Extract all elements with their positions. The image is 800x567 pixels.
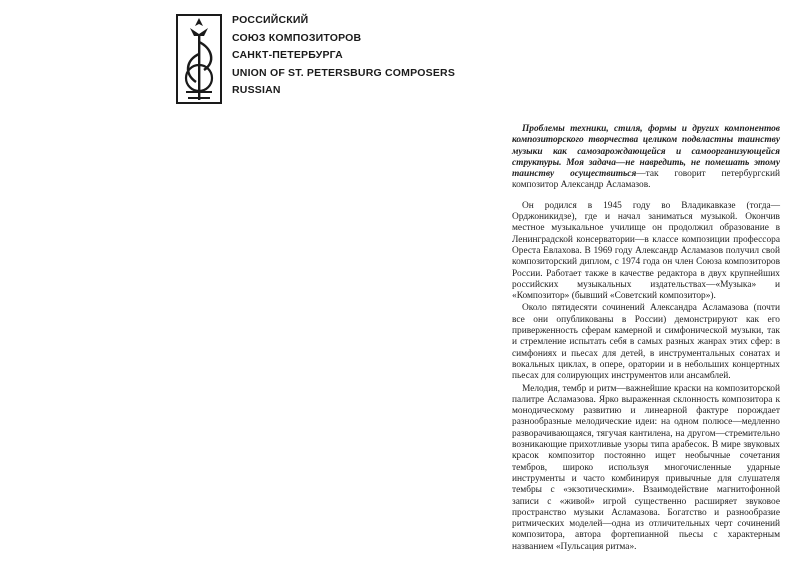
style-paragraph: Мелодия, тембр и ритм—важнейшие краски на композиторской палитре Асламазова. Ярко выраженная склонность композитора к монодическому развитию и линеарной фактуре порождает разнообразные мелодические идеи: на одном полюсе—медленно разворачивающаяся, тягучая кантилена, на другом—стремительно возникающие прихотливые узоры типа арабесок. В мире звуковых красок композитор постоянно ищет необычные сочетания тембров, широко используя многочисленные ударные инструменты и часто комбинируя привычные для слушателя тембры с «экзотическими». Взаимодействие магнитофонной записи с «живой» игрой существенно расширяет звуковое пространство музыки Асламазова. Богатство и разнообразие ритмических моделей—одна из отличительных черт сочинений композитора, автора фортепианной пьесы с характерным названием «Пульсация ритма». — [512, 383, 780, 552]
union-logo — [176, 14, 222, 104]
works-paragraph: Около пятидесяти сочинений Александра Асламазова (почти все они опубликованы в России) демонстрируют как его приверженность сферам камерной и симфонической музыки, так и стремление испытать себя в самых разных жанрах этих сфер: в симфониях и пьесах для детей, в инструментальных сонатах и вокальных циклах, в опере, оратории и в небольших концертных пьесах для солирующих инструментов или ансамблей. — [512, 303, 780, 382]
composer-union-emblem-icon — [176, 14, 222, 104]
header-line-english-country: RUSSIAN — [232, 84, 281, 96]
header-line-english-union: UNION OF ST. PETERSBURG COMPOSERS — [232, 66, 456, 79]
letterhead — [232, 12, 455, 100]
intro-quote: Проблемы техники, стиля, формы и других компонентов композиторского творчества целиком подвластны таинству музыки как самозарождающейся и самоорганизующейся структуры. Моя задача—не навредить, не помешать этому таинству осуществиться — [512, 124, 780, 180]
intro-attribution: —так говорит петербургский композитор Александр Асламазов. — [512, 169, 780, 191]
header-line-city: САНКТ-ПЕТЕРБУРГА — [232, 49, 343, 61]
biography-paragraph: Он родился в 1945 году во Владикавказе (тогда—Орджоникидзе), где и начал заниматься музыкой. Окончив местное музыкальное училище он продолжил образование в Ленинградской консерватории—в классе композиции профессора Ореста Евлахова. В 1969 году Александр Асламазов получил свой композиторский диплом, с 1974 года он член Союза композиторов России. Работает также в качестве редактора в двух крупнейших российских музыкальных издательствах—«Музыка» и «Композитор» (бывший «Советский композитор»). — [512, 200, 780, 302]
header-line-russian: РОССИЙСКИЙ — [232, 14, 309, 26]
header-line-union: СОЮЗ КОМПОЗИТОРОВ — [232, 31, 362, 44]
intro-paragraph — [512, 124, 780, 192]
article-body — [512, 124, 780, 553]
